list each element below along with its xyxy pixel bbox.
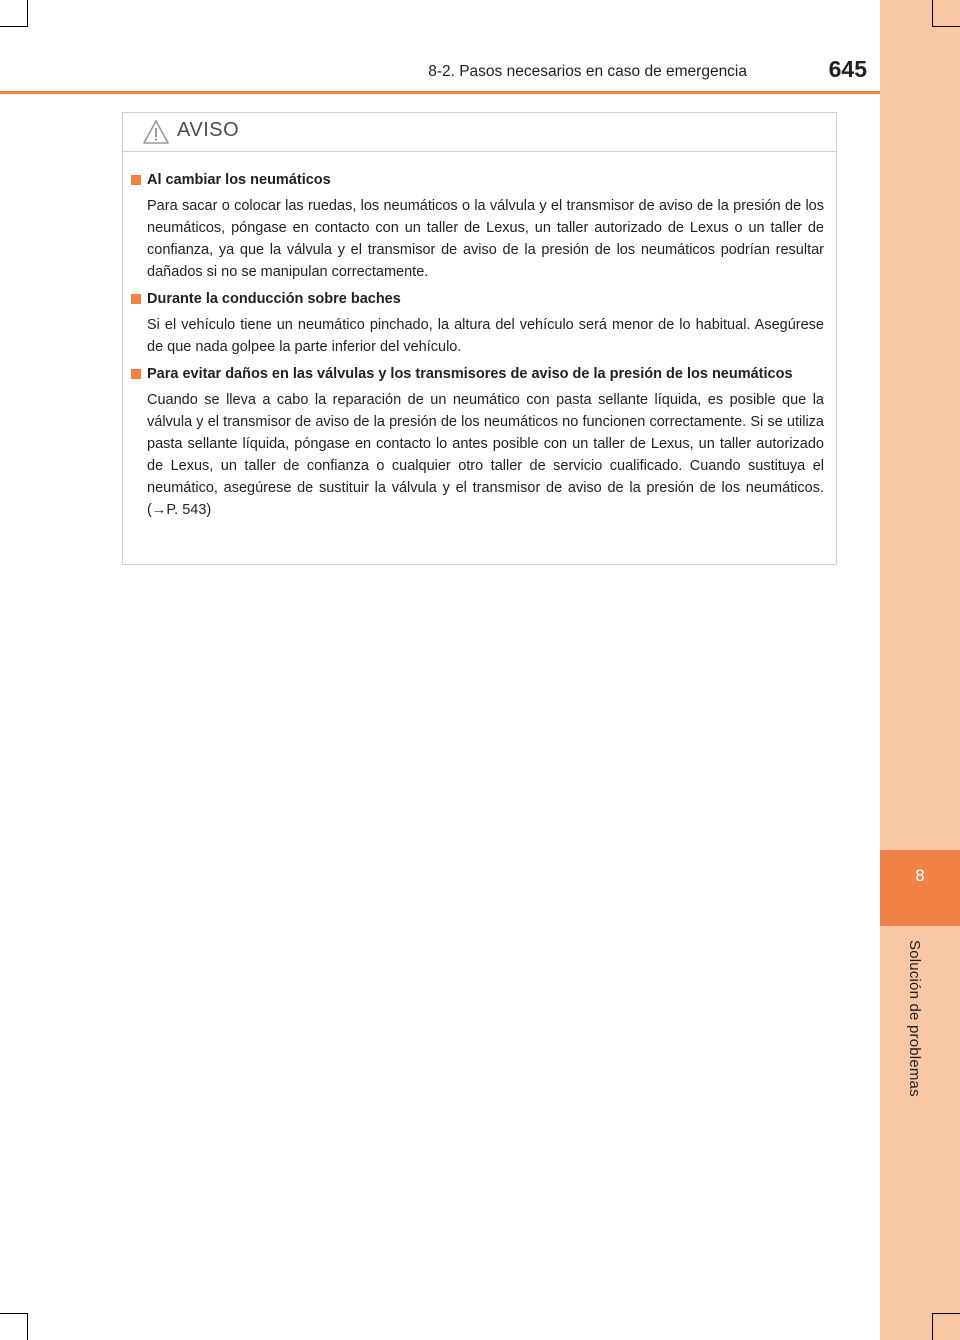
crop-mark <box>0 26 28 27</box>
item-heading <box>131 170 824 190</box>
warning-header <box>123 113 836 152</box>
header-rule <box>0 91 880 94</box>
warning-triangle-icon <box>142 119 170 145</box>
square-bullet-icon <box>131 294 141 304</box>
warning-body <box>123 152 836 521</box>
warning-title: AVISO <box>177 119 240 141</box>
crop-mark <box>932 0 933 27</box>
item-text: Cuando se lleva a cabo la reparación de un neumático con pasta sellante líquida, es posible que la válvula y el transmisor de aviso de la presión de los neumáticos no funcionen correctamente. Si se utiliza pasta sellante líquida, póngase en contacto lo antes posible con un taller de Lexus, un taller autorizado de Lexus, un taller de confianza o cualquier otro taller de servicio cualificado. Cuando sustituya el neumático, asegúrese de sustituir la válvula y el transmisor de aviso de la presión de los neumáticos. (→P. 543) <box>147 392 824 518</box>
item-heading-text: Para evitar daños en las válvulas y los transmisores de aviso de la presión de los neumáticos <box>147 366 793 382</box>
item-heading-text: Durante la conducción sobre baches <box>147 291 401 307</box>
side-band <box>880 0 960 1340</box>
warning-box <box>122 112 837 565</box>
chapter-title: Solución de problemas <box>906 940 923 1097</box>
crop-mark <box>0 1313 28 1314</box>
warning-item <box>131 289 824 358</box>
warning-item <box>131 170 824 283</box>
crop-mark <box>932 1313 933 1340</box>
square-bullet-icon <box>131 175 141 185</box>
page-number: 645 <box>828 56 867 82</box>
section-title: 8-2. Pasos necesarios en caso de emergencia <box>428 63 747 80</box>
item-text: Para sacar o colocar las ruedas, los neumáticos o la válvula y el transmisor de aviso de la presión de los neumáticos, póngase en contacto con un taller de Lexus, un taller autorizado de Lexus o un taller de confianza, ya que la válvula y el transmisor de aviso de la presión de los neumáticos podrían resultar dañados si no se manipulan correctamente. <box>147 198 824 280</box>
crop-mark <box>932 1313 960 1314</box>
square-bullet-icon <box>131 369 141 379</box>
crop-mark <box>27 1313 28 1340</box>
warning-item <box>131 364 824 521</box>
chapter-number: 8 <box>915 866 925 885</box>
item-heading <box>131 289 824 309</box>
item-text: Si el vehículo tiene un neumático pinchado, la altura del vehículo será menor de lo habitual. Asegúrese de que nada golpee la parte inferior del vehículo. <box>147 317 824 355</box>
crop-mark <box>932 26 960 27</box>
crop-mark <box>27 0 28 27</box>
item-heading <box>131 364 824 384</box>
item-heading-text: Al cambiar los neumáticos <box>147 172 331 188</box>
chapter-tab <box>880 850 960 926</box>
